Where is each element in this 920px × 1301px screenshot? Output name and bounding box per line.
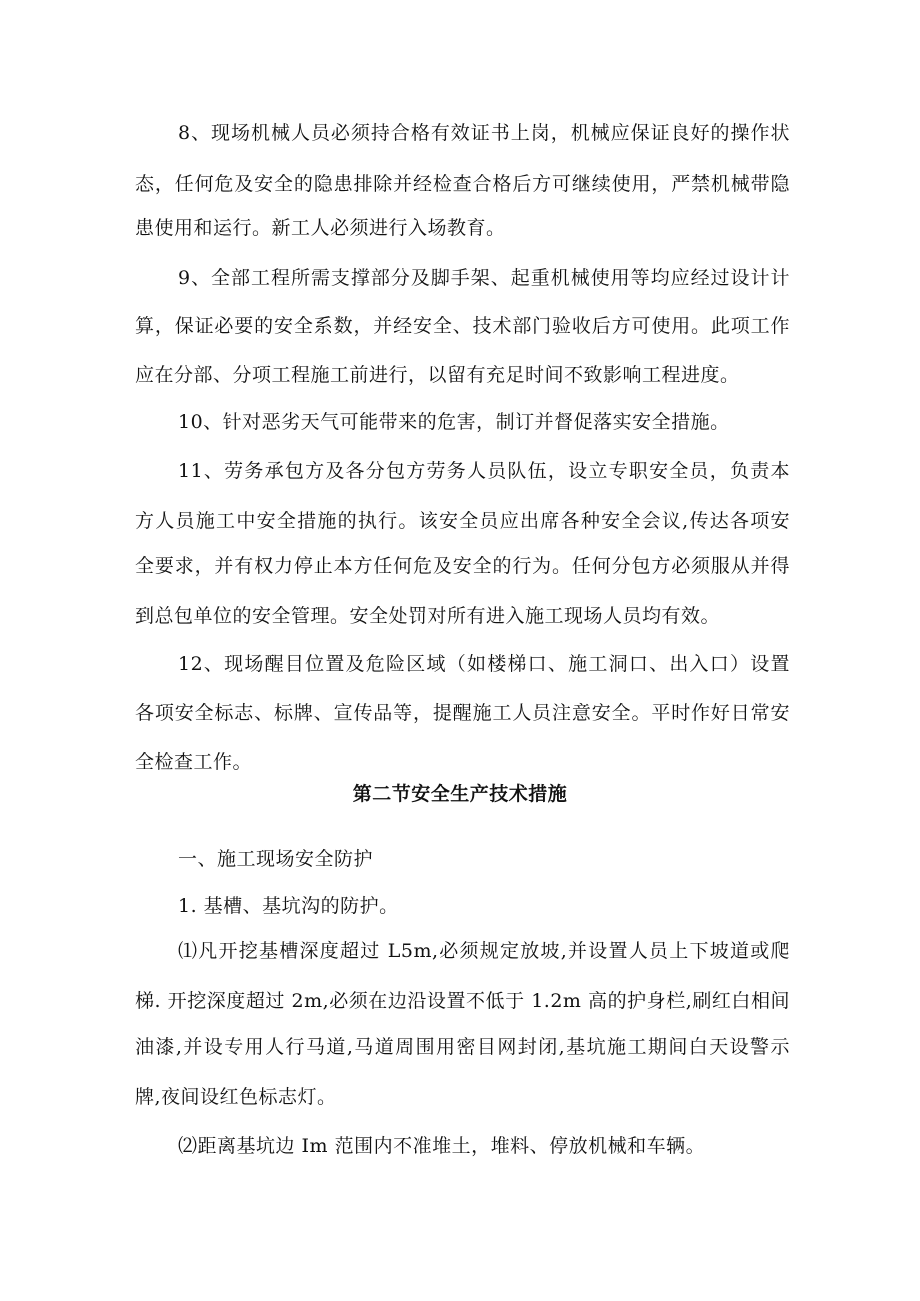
paragraph-9-line-1: 9、全部工程所需支撑部分及脚手架、起重机械使用等均应经过设计计 (178, 267, 790, 289)
paragraph-a-line-2: 梯. 开挖深度超过 2m,必须在边沿设置不低于 1.2m 高的护身栏,刷红白相间 (135, 990, 790, 1012)
subsection-heading-1: 一、施工现场安全防护 (178, 848, 374, 870)
paragraph-9-line-3: 应在分部、分项工程施工前进行，以留有充足时间不致影响工程进度。 (135, 364, 740, 386)
paragraph-11-line-1: 11、劳务承包方及各分包方劳务人员队伍，设立专职安全员，负责本 (178, 460, 790, 482)
paragraph-11-line-3: 全要求，并有权力停止本方任何危及安全的行为。任何分包方必须服从并得 (135, 555, 790, 577)
paragraph-12-line-2: 各项安全标志、标牌、宣传品等，提醒施工人员注意安全。平时作好日常安 (135, 702, 790, 724)
paragraph-a-line-3: 油漆,并设专用人行马道,马道周围用密目网封闭,基坑施工期间白天设警示 (135, 1036, 790, 1058)
paragraph-12-line-3: 全检查工作。 (135, 751, 253, 773)
section-title: 第二节安全生产技术措施 (352, 783, 568, 805)
paragraph-8-line-3: 患使用和运行。新工人必须进行入场教育。 (135, 217, 506, 239)
paragraph-a-line-4: 牌,夜间设红色标志灯。 (135, 1086, 337, 1108)
paragraph-11-line-2: 方人员施工中安全措施的执行。该安全员应出席各种安全会议,传达各项安 (135, 510, 790, 532)
paragraph-b-line-1: ⑵距离基坑边 Im 范围内不准堆土，堆料、停放机械和车辆。 (178, 1135, 706, 1157)
paragraph-9-line-2: 算，保证必要的安全系数，并经安全、技术部门验收后方可使用。此项工作 (135, 315, 790, 337)
paragraph-12-line-1: 12、现场醒目位置及危险区域（如楼梯口、施工洞口、出入口）设置 (178, 653, 790, 675)
paragraph-8-line-2: 态，任何危及安全的隐患排除并经检查合格后方可继续使用，严禁机械带隐 (135, 173, 790, 195)
paragraph-a-line-1: ⑴凡开挖基槽深度超过 L5m,必须规定放坡,并设置人员上下坡道或爬 (178, 940, 790, 962)
paragraph-10-line-1: 10、针对恶劣天气可能带来的危害，制订并督促落实安全措施。 (178, 411, 730, 433)
paragraph-8-line-1: 8、现场机械人员必须持合格有效证书上岗，机械应保证良好的操作状 (178, 122, 790, 144)
paragraph-11-line-4: 到总包单位的安全管理。安全处罚对所有进入施工现场人员均有效。 (135, 605, 721, 627)
subsection-heading-2: 1. 基槽、基坑沟的防护。 (178, 895, 399, 917)
